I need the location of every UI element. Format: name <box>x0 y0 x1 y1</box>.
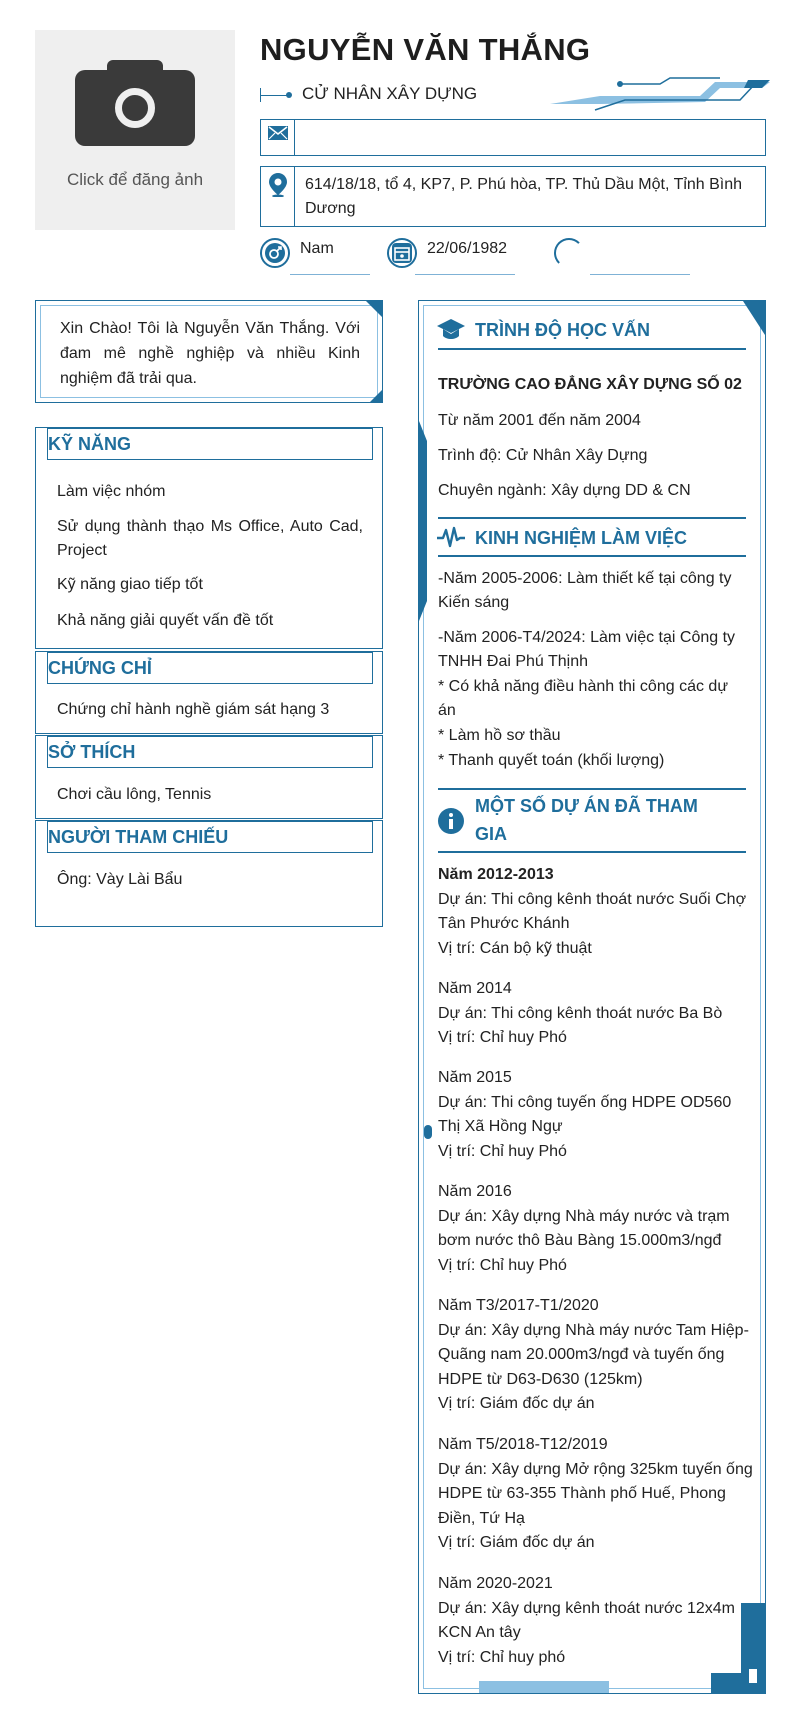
job-title: CỬ NHÂN XÂY DỰNG <box>302 84 478 103</box>
intro-box <box>35 300 383 403</box>
project-year: Năm 2012-2013 <box>438 866 554 883</box>
references-section <box>35 820 383 927</box>
skill-item: Khả năng giải quyết vấn đề tốt <box>57 612 274 629</box>
avatar-upload[interactable] <box>35 30 235 230</box>
skill-item: Sử dụng thành thạo Ms Office, Auto Cad, Project <box>57 518 363 559</box>
mail-icon <box>268 126 288 140</box>
project-item <box>438 1433 756 1556</box>
project-year: Năm T5/2018-T12/2019 <box>438 1436 608 1453</box>
project-item <box>438 1572 756 1670</box>
project-year: Năm 2015 <box>438 1069 512 1086</box>
phone-icon <box>554 238 584 268</box>
project-name: Dự án: Thi công tuyến ống HDPE OD560 Thị Xã Hồng Ngự <box>438 1093 732 1135</box>
experience-title: KINH NGHIỆM LÀM VIỆC <box>475 528 688 548</box>
location-pin-icon <box>269 173 287 197</box>
certificates-section <box>35 651 383 734</box>
experience-entry: * Thanh quyết toán (khối lượng) <box>438 752 665 769</box>
intro-text: Xin Chào! Tôi là Nguyễn Văn Thắng. Với đam mê nghề nghiệp và nhiều Kinh nghiệm đã trải qua. <box>60 320 360 387</box>
projects-title: MỘT SỐ DỰ ÁN ĐÃ THAM GIA <box>475 796 698 844</box>
project-year: Năm 2020-2021 <box>438 1575 553 1592</box>
birthday-value: 22/06/1982 <box>427 240 508 257</box>
address-field[interactable] <box>260 166 766 227</box>
experience-entry: -Năm 2006-T4/2024: Làm việc tại Công ty TNHH Đai Phú Thịnh <box>438 629 736 670</box>
education-school: TRƯỜNG CAO ĐẲNG XÂY DỰNG SỐ 02 <box>438 376 742 393</box>
project-position: Vị trí: Giám đốc dự án <box>438 1395 595 1412</box>
certificates-title: CHỨNG CHỈ <box>47 652 373 684</box>
project-name: Dự án: Xây dựng Nhà máy nước Tam Hiệp-Quãng nam 20.000m3/ngđ và tuyến ống HDPE từ D63-D630 (125km) <box>438 1321 749 1388</box>
reference-item: Ông: Vày Lài Bẩu <box>57 871 183 888</box>
circuit-decoration <box>540 74 770 114</box>
education-major: Chuyên ngành: Xây dựng DD & CN <box>438 482 691 499</box>
skill-item: Làm việc nhóm <box>57 483 166 500</box>
project-position: Vị trí: Chỉ huy Phó <box>438 1142 567 1160</box>
info-icon <box>438 808 464 834</box>
graduation-cap-icon <box>437 317 465 341</box>
avatar-caption: Click để đăng ảnh <box>66 170 204 189</box>
project-year: Năm T3/2017-T1/2020 <box>438 1297 599 1314</box>
gender-icon <box>260 238 290 268</box>
experience-entry: * Có khả năng điều hành thi công các dự án <box>438 678 729 719</box>
project-item <box>438 1066 756 1164</box>
project-year: Năm 2014 <box>438 980 512 997</box>
education-title: TRÌNH ĐỘ HỌC VẤN <box>475 320 650 340</box>
project-item <box>438 1294 756 1417</box>
project-position: Vị trí: Chỉ huy Phó <box>438 1256 567 1274</box>
gender-value: Nam <box>300 240 334 257</box>
project-name: Dự án: Xây dựng Nhà máy nước và trạm bơm nước thô Bàu Bàng 15.000m3/ngđ <box>438 1207 730 1249</box>
project-position: Vị trí: Chỉ huy phó <box>438 1648 566 1666</box>
project-position: Vị trí: Giám đốc dự án <box>438 1534 595 1551</box>
project-item <box>438 1180 756 1278</box>
address-value: 614/18/18, tổ 4, KP7, P. Phú hòa, TP. Thủ Dầu Một, Tỉnh Bình Dương <box>305 176 743 217</box>
pulse-icon <box>437 526 465 548</box>
email-field[interactable] <box>260 119 766 156</box>
education-period: Từ năm 2001 đến năm 2004 <box>438 412 641 429</box>
experience-entry: * Làm hồ sơ thầu <box>438 727 561 744</box>
skills-section <box>35 427 383 649</box>
hobby-item: Chơi cầu lông, Tennis <box>57 786 212 803</box>
project-item <box>438 863 756 961</box>
skills-title: KỸ NĂNG <box>47 428 373 460</box>
skill-item: Kỹ năng giao tiếp tốt <box>57 576 203 593</box>
project-name: Dự án: Thi công kênh thoát nước Ba Bò <box>438 1004 723 1022</box>
person-name: NGUYỄN VĂN THẮNG <box>260 32 591 67</box>
calendar-icon <box>387 238 417 268</box>
hobbies-section <box>35 735 383 819</box>
experience-entry: -Năm 2005-2006: Làm thiết kế tại công ty Kiến sáng <box>438 570 732 611</box>
project-position: Vị trí: Cán bộ kỹ thuật <box>438 939 592 957</box>
project-name: Dự án: Thi công kênh thoát nước Suối Chợ Tân Phước Khánh <box>438 890 747 932</box>
project-name: Dự án: Xây dựng Mở rộng 325km tuyến ống HDPE từ 63-355 Thành phố Huế, Phong Điền, Tứ Hạ <box>438 1460 753 1527</box>
education-level: Trình độ: Cử Nhân Xây Dựng <box>438 447 648 464</box>
hobbies-title: SỞ THÍCH <box>47 736 373 768</box>
project-position: Vị trí: Chỉ huy Phó <box>438 1029 567 1046</box>
certificate-item: Chứng chỉ hành nghề giám sát hạng 3 <box>57 701 330 718</box>
project-name: Dự án: Xây dựng kênh thoát nước 12x4m KCN An tây <box>438 1599 736 1641</box>
project-year: Năm 2016 <box>438 1183 512 1200</box>
project-item <box>438 977 756 1051</box>
references-title: NGƯỜI THAM CHIẾU <box>47 821 373 853</box>
